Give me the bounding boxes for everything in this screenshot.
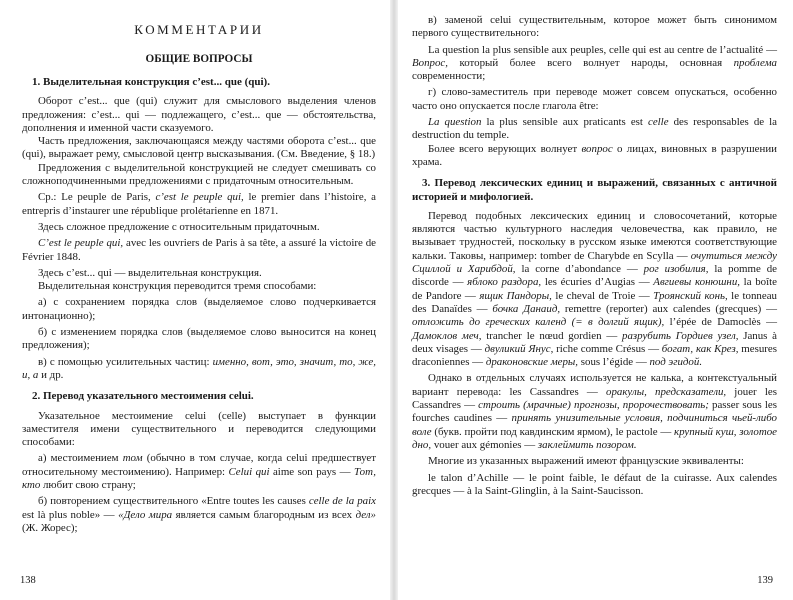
paragraph: Многие из указанных выражений имеют французские эквиваленты:	[428, 455, 744, 468]
example-french: le talon d’Achille — le point faible, le défaut de la cuirasse. Aux calendes grecques — à la Saint-Glinglin, à la Saint-Saucisson.	[412, 471, 777, 497]
paragraph: Выделительная конструкция переводится тремя способами:	[38, 280, 317, 293]
example-french: Ср.: Le peuple de Paris, c’est le peuple qui, le premier dans l’histoire, a entrepris d’instaurer une république prolétarienne en 1871.	[22, 191, 376, 217]
list-item-c: в) заменой celui существительным, которое может быть синонимом первого существительного:	[412, 14, 777, 40]
page-number: 138	[20, 575, 36, 586]
list-item-d: г) слово-заместитель при переводе может совсем опускаться, особенно часто оно опускается после глагола être:	[412, 86, 777, 112]
list-item-a: а) местоимением том (обычно в том случае, когда celui предшествует относительному местоимению). Например: Celui qui aime son pays — Тот, кто любит свою страну;	[22, 452, 376, 492]
list-item-b: б) повторением существительного «Entre toutes les causes celle de la paix est là plus noble» — «Дело мира является самым благородным из всех дел» (Ж. Жорес);	[22, 495, 376, 534]
running-title: КОММЕНТАРИИ	[134, 22, 264, 37]
heading-1: 1. Выделительная конструкция c’est... que (qui).	[32, 76, 270, 88]
example-french: La question la plus sensible aux peuples, celle qui est au centre de l’actualité — Вопрос, который более всего волнует народы, основная проблема современности;	[412, 43, 777, 83]
paragraph: Здесь c’est... qui — выделительная конструкция.	[38, 266, 262, 279]
paragraph: Предложения с выделительной конструкцией не следует смешивать со сложноподчиненными предложениями с придаточным относительным.	[22, 161, 376, 188]
paragraph: Указательное местоимение celui (celle) выступает в функции заместителя имени существительного и переводится следующими способами:	[22, 409, 376, 449]
heading-2: 2. Перевод указательного местоимения celui.	[32, 390, 254, 403]
paragraph: Здесь сложное предложение с относительным придаточным.	[38, 220, 320, 233]
paragraph: Оборот c’est... que (qui) служит для смыслового выделения членов предложения: c’est... qui — подлежащего, c’est... que — обстоятельства, дополнения и именной части сказуемого.	[22, 95, 376, 134]
example-translation: Более всего верующих волнует вопрос о лицах, виновных в разрушении храма.	[412, 142, 777, 168]
heading-3: 3. Перевод лексических единиц и выражений, связанных с античной историей и мифологией.	[412, 177, 777, 203]
paragraph: Перевод подобных лексических единиц и словосочетаний, которые являются частью культурного наследия человечества, как правило, не вызывает трудностей, поскольку в русском языке имеются соответствующие кальки. Таковы, например: tomber de Charybde en Scylla — очутиться между Сциллой и Харибдой, la corne d’abondance — рог изобилия, la pomme de discorde — яблоко раздора, les écuries d’Augias — Авгиевы конюшни, la boîte de Pandore — ящик Пандоры, le cheval de Troie — Троянский конь, le tonneau des Danaïdes — бочка Данаид, remettre (reporter) aux calendes (grecques) — отложить до греческих календ (= в долгий ящик), l’épée de Damoclès — Дамоклов меч, trancher le nœud gordien — разрубить Гордиев узел, Janus à deux visages — двуликий Янус, riche comme Crésus — богат, как Крез, mesures draconiennes — драконовские меры, sous l’égide — под эгидой.	[412, 209, 778, 369]
example-french: C’est le peuple qui, avec les ouvriers de Paris à sa tête, a assuré la victoire de Février 1848.	[22, 237, 376, 263]
book-gutter	[390, 0, 398, 600]
paragraph: Однако в отдельных случаях используется не калька, а контекстуальный вариант перевода: les Cassandres — оракулы, предсказатели, jouer les Cassandres — строить (мрачные) прогнозы, пророчествовать; passer sous les fourches caudines — принять унизительные условия, подчиниться чьей-либо воле (букв. пройти под кавдинским ярмом), le pactole — крупный куш, золотое дно, vouer aux gémonies — заклеймить позором.	[412, 372, 778, 451]
example-french: La question la plus sensible aux praticants est celle des responsables de la destruction du temple.	[412, 116, 778, 142]
list-item-c: в) с помощью усилительных частиц: именно, вот, это, значит, то, же, и, а и др.	[22, 355, 376, 381]
list-item-a: а) с сохранением порядка слов (выделяемое слово подчеркивается интонационно);	[22, 296, 376, 322]
right-page	[398, 0, 793, 600]
left-page	[0, 0, 390, 600]
section-title: ОБЩИЕ ВОПРОСЫ	[145, 53, 253, 65]
list-item-b: б) с изменением порядка слов (выделяемое слово выносится на конец предложения);	[22, 326, 376, 352]
paragraph: Часть предложения, заключающаяся между частями оборота c’est... que (qui), выражает рему, смысловой центр высказывания. (См. Введение, § 18.)	[22, 135, 376, 161]
page-number: 139	[757, 575, 773, 586]
